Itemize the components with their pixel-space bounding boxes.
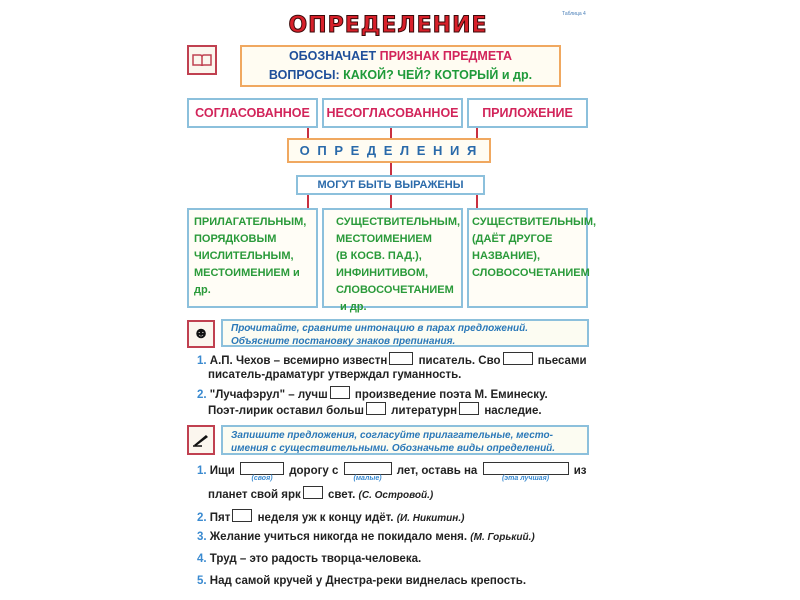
sentence-text: "Лучафэрул" – лучш [206, 389, 328, 401]
text-line: (ДАЁТ ДРУГОЕ [472, 233, 553, 245]
answer-blank[interactable] [503, 352, 533, 365]
exercise-line [197, 462, 587, 482]
connector [307, 195, 309, 208]
sentence-text: произведение поэта М. Еминеску. [351, 389, 548, 401]
sentence-text: наследие. [481, 405, 542, 417]
exercise-line [197, 553, 421, 565]
connector [390, 128, 392, 138]
text-line: СУЩЕСТВИТЕЛЬНЫМ, [336, 216, 461, 228]
sentence-text: писатель. Сво [415, 355, 501, 367]
book-icon [187, 45, 217, 75]
item-number: 3. [197, 531, 207, 543]
sentence-text: Труд – это радость творца-человека. [206, 553, 422, 565]
denotes-label: ОБОЗНАЧАЕТ [288, 49, 377, 63]
author: (И. Никитин.) [396, 513, 465, 524]
instruction-line: имения с существительными. Обозначьте виды определений. [231, 443, 556, 454]
answer-blank[interactable] [330, 386, 350, 399]
text-line: СУЩЕСТВИТЕЛЬНЫМ, [472, 216, 597, 228]
connector [476, 128, 478, 138]
questions-label: ВОПРОСЫ: [268, 68, 340, 82]
expressed-col-2 [322, 208, 463, 313]
expressed-col-1 [187, 208, 318, 308]
connector [307, 128, 309, 138]
sentence-text: Поэт-лирик оставил больш [208, 405, 364, 417]
page-title: ОПРЕДЕЛЕНИЕ [288, 13, 488, 38]
blank-hint: (эта лучшая) [501, 475, 550, 482]
connector [390, 195, 392, 208]
definition-box [240, 45, 561, 87]
text-line: МЕСТОИМЕНИЕМ [336, 233, 432, 245]
text-line: ИНФИНИТИВОМ, [336, 267, 429, 279]
answer-blank[interactable] [240, 462, 284, 482]
sentence-text: неделя уж к концу идёт. [254, 512, 397, 524]
item-number: 5. [197, 575, 207, 587]
type-nonagreed: НЕСОГЛАСОВАННОЕ [322, 98, 463, 128]
text-line: (В КОСВ. ПАД.), [336, 250, 422, 262]
sentence-text: пьесами [534, 355, 587, 367]
exercise-line [208, 402, 542, 417]
sentence-text: дорогу с [286, 465, 342, 477]
exercise1-instruction [221, 319, 589, 347]
exercise-line [208, 369, 461, 381]
sentence-text: писатель-драматург утверждал гуманность. [208, 369, 462, 381]
feature-text: ПРИЗНАК ПРЕДМЕТА [379, 49, 513, 63]
item-number: 1. [197, 465, 207, 477]
sentence-text: Над самой кручей у Днестра-реки виднелась крепость. [206, 575, 527, 587]
text-line: СЛОВОСОЧЕТАНИЕМ [336, 284, 454, 296]
sentence-text: А.П. Чехов – всемирно известн [206, 355, 388, 367]
sentence-text: лет, оставь на [393, 465, 481, 477]
text-line: СЛОВОСОЧЕТАНИЕМ [472, 267, 590, 279]
author: (С. Островой.) [358, 490, 434, 501]
exercise-line [208, 486, 433, 501]
etc-text: и др. [501, 68, 533, 82]
type-apposition: ПРИЛОЖЕНИЕ [467, 98, 588, 128]
text-line: ПОРЯДКОВЫМ [194, 233, 277, 245]
expressed-label: МОГУТ БЫТЬ ВЫРАЖЕНЫ [296, 175, 485, 195]
definitions-label: О П Р Е Д Е Л Е Н И Я [287, 138, 491, 163]
expressed-col-3 [467, 208, 597, 308]
item-number: 1. [197, 355, 207, 367]
blank-hint: (малые) [353, 475, 382, 482]
sentence-text: литературн [387, 405, 458, 417]
table-number: Таблица 4 [562, 11, 586, 17]
author: (М. Горький.) [470, 532, 535, 543]
instruction-line: Запишите предложения, согласуйте прилагательные, место- [231, 430, 553, 441]
exercise-line [197, 531, 535, 543]
exercise-line [197, 575, 526, 587]
answer-blank[interactable] [366, 402, 386, 415]
connector [476, 195, 478, 208]
exercise-line [197, 386, 548, 401]
instruction-line: Прочитайте, сравните интонацию в парах предложений. [231, 323, 529, 334]
questions-text: КАКОЙ? ЧЕЙ? КОТОРЫЙ [343, 68, 499, 82]
item-number: 2. [197, 389, 207, 401]
answer-blank[interactable] [483, 462, 569, 482]
text-line: НАЗВАНИЕ), [472, 250, 541, 262]
text-line: ЧИСЛИТЕЛЬНЫМ, [194, 250, 294, 262]
sentence-text: свет. [324, 489, 359, 501]
smiley-icon: ☻ [187, 320, 215, 348]
item-number: 2. [197, 512, 207, 524]
sentence-text: Пят [206, 512, 231, 524]
answer-blank[interactable] [389, 352, 413, 365]
answer-blank[interactable] [344, 462, 392, 482]
blank-hint: (своя) [251, 475, 273, 482]
pencil-icon [187, 425, 215, 455]
type-agreed: СОГЛАСОВАННОЕ [187, 98, 318, 128]
connector [390, 163, 392, 175]
sentence-text: Ищи [206, 465, 239, 477]
instruction-line: Объясните постановку знаков препинания. [231, 336, 456, 347]
exercise-line [197, 352, 587, 367]
exercise2-instruction [221, 425, 589, 455]
answer-blank[interactable] [303, 486, 323, 499]
text-line: ПРИЛАГАТЕЛЬНЫМ, [194, 216, 307, 228]
text-line: и др. [340, 301, 367, 313]
answer-blank[interactable] [459, 402, 479, 415]
sentence-text: планет свой ярк [208, 489, 301, 501]
item-number: 4. [197, 553, 207, 565]
exercise-line [197, 509, 464, 524]
text-line: МЕСТОИМЕНИЕМ и др. [194, 267, 300, 296]
answer-blank[interactable] [232, 509, 252, 522]
sentence-text: Желание учиться никогда не покидало меня. [206, 531, 471, 543]
sentence-text: из [570, 465, 587, 477]
